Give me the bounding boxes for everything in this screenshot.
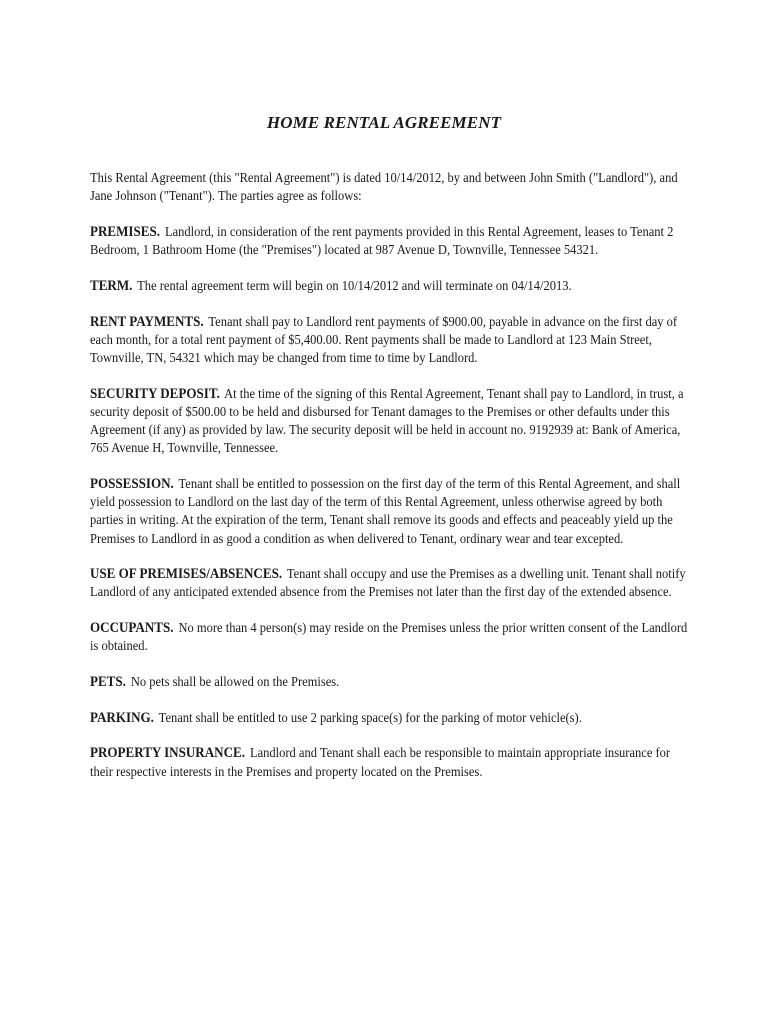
section-heading: SECURITY DEPOSIT. [90,385,220,402]
section-heading: OCCUPANTS. [90,620,174,637]
section-text: Tenant shall be entitled to possession on the first day of the term of this Rental Agreement, and shall yield possession to Landlord on the last day of the term of this Rental Agreement, unless otherwise agreed by both parties in writing. At the expiration of the term, Tenant shall remove its goods and effects and peaceably yield up the Premises to Landlord in as good a condition as when delivered to Tenant, ordinary wear and tear excepted. [90,475,681,546]
section-text: No more than 4 person(s) may reside on the Premises unless the prior written consent of the Landlord is obtained. [90,620,688,654]
section-text: Landlord and Tenant shall each be responsible to maintain appropriate insurance for their respective interests in the Premises and property located on the Premises. [90,745,671,779]
section-text: Tenant shall occupy and use the Premises as a dwelling unit. Tenant shall notify Landlord of any anticipated extended absence from the Premises not later than the first day of the extended absence. [90,566,686,600]
section-heading: POSSESSION. [90,475,174,492]
section-use-of-premises [90,565,690,601]
section-text: Tenant shall pay to Landlord rent payments of $900.00, payable in advance on the first day of each month, for a total rent payment of $5,400.00. Rent payments shall be made to Landlord at 123 Main Street, Townville, TN, 54321 which may be changed from time to time by Landlord. [90,313,678,365]
section-premises [90,223,690,259]
section-text: The rental agreement term will begin on 10/14/2012 and will terminate on 04/14/2013. [137,277,572,293]
section-security-deposit [90,385,690,458]
section-text: Landlord, in consideration of the rent payments provided in this Rental Agreement, leases to Tenant 2 Bedroom, 1 Bathroom Home (the "Premises") located at 987 Avenue D, Townville, Tennessee 54321. [90,223,674,258]
section-occupants [90,619,690,655]
intro-paragraph: This Rental Agreement (this "Rental Agreement") is dated 10/14/2012, by and between John Smith ("Landlord"), and Jane Johnson ("Tenant"). The parties agree as follows: [90,170,678,204]
section-pets [90,673,690,691]
section-rent-payments [90,313,690,368]
section-text: Tenant shall be entitled to use 2 parking space(s) for the parking of motor vehicle(s). [158,709,582,725]
section-heading: PARKING. [90,709,154,726]
section-text: At the time of the signing of this Rental Agreement, Tenant shall pay to Landlord, in trust, a security deposit of $500.00 to be held and disbursed for Tenant damages to the Premises or other defaults under this Agreement (if any) as provided by law. The security deposit will be held in account no. 9192939 at: Bank of America, 765 Avenue H, Townville, Tennessee. [90,385,684,456]
section-heading: USE OF PREMISES/ABSENCES. [90,566,283,583]
section-possession [90,475,690,548]
section-text: No pets shall be allowed on the Premises. [130,674,340,690]
section-heading: PROPERTY INSURANCE. [90,745,245,762]
document-title: HOME RENTAL AGREEMENT [266,113,502,132]
section-parking [90,709,690,727]
document-body [90,169,690,798]
section-property-insurance [90,744,690,780]
section-heading: PREMISES. [90,223,160,240]
section-term [90,277,690,295]
section-heading: RENT PAYMENTS. [90,313,204,330]
section-heading: PETS. [90,674,126,691]
section-heading: TERM. [90,277,133,294]
